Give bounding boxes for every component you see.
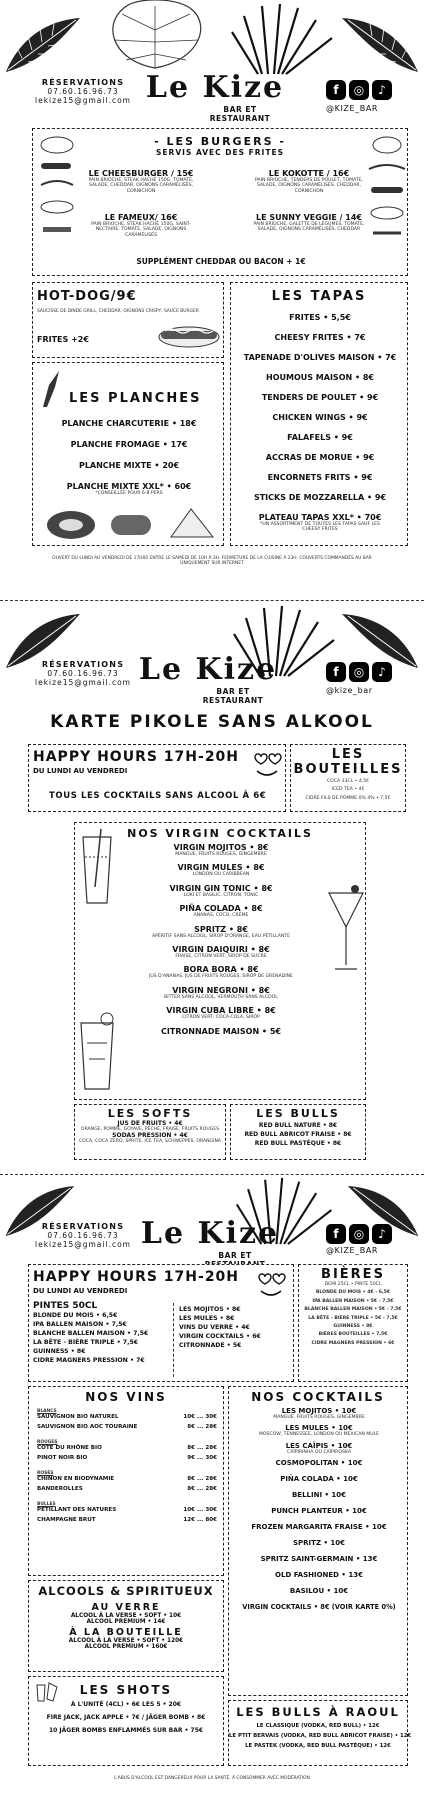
virgin-item xyxy=(115,925,327,939)
virgin-desc: CITRON VERT, COCA-COLA, SIROP xyxy=(182,1015,260,1021)
cocktail-item xyxy=(229,1507,409,1515)
happy-hours-box xyxy=(28,744,286,812)
virgin-item xyxy=(115,986,327,1000)
happy-hours-days: DU LUNDI AU VENDREDI xyxy=(33,767,128,775)
cocktail-name: PIÑA COLADA • 10€ xyxy=(280,1475,358,1484)
martini-glass-icon xyxy=(327,883,365,973)
vins-list xyxy=(37,1409,217,1523)
cocktail-item xyxy=(229,1555,409,1563)
email-address[interactable]: lekize15@gmail.com xyxy=(35,1240,131,1249)
social-icons xyxy=(326,80,406,100)
tapas-box xyxy=(230,282,408,546)
virgin-desc: MANGUE, FRUITS ROUGES, GINGEMBRE xyxy=(175,852,267,857)
virgin-cocktails-box xyxy=(74,822,366,1100)
virgin-list xyxy=(115,843,327,1036)
social-handle[interactable]: @kize_bar xyxy=(326,686,373,695)
virgin-desc: APÉRITIF SANS ALCOOL, SIROP D'ORANGE, EAU PÉTILLANTE xyxy=(151,933,291,939)
vin-price: 8€ ... 28€ xyxy=(187,1486,217,1492)
instagram-icon[interactable]: ◎ xyxy=(349,662,369,682)
tapas-item: ACCRAS DE MORUE • 9€ xyxy=(265,453,375,462)
vin-category: ROSÉS xyxy=(37,1471,54,1476)
email-address[interactable]: lekize15@gmail.com xyxy=(35,96,131,105)
social-icons xyxy=(326,662,406,682)
biere-item: GUINNESS • 8€ xyxy=(333,1324,373,1330)
pinte-item: IPA BALLEN MAISON • 7,5€ xyxy=(33,1321,127,1328)
tapas-item: ENCORNETS FRITS • 9€ xyxy=(267,473,373,482)
pikole-heading: KARTE PIKOLE SANS ALKOOL xyxy=(50,712,374,732)
bieres-box xyxy=(298,1264,408,1382)
burger-name: LE CHEESBURGER / 15€ xyxy=(88,169,194,178)
burger-item xyxy=(81,213,201,238)
burger-desc: PAIN BRIOCHE, STEAK HACHÉ 150G, TOMATE, SALADE, CHEDDAR, OIGNONS CARAMÉLISÉS, CORNICHON xyxy=(88,178,194,194)
biere-item: LA BÊTE - BIÈRE TRIPLE • 5€ - 7,5€ xyxy=(308,1315,398,1321)
tiktok-icon[interactable]: ♪ xyxy=(372,80,392,100)
bar-menu-page xyxy=(0,1180,424,1800)
bouteille-item: CIDRE FILS DE POMME 0% 4% • 7,5€ xyxy=(305,795,391,801)
happy-hours-bar-box xyxy=(28,1264,294,1382)
hh-item: VIRGIN COCKTAILS • 6€ xyxy=(179,1333,261,1340)
virgin-name: VIRGIN DAIQUIRI • 8€ xyxy=(172,945,270,955)
pinte-item: CIDRE MAGNERS PRESSION • 7€ xyxy=(33,1357,145,1364)
charcuterie-icon xyxy=(41,503,217,543)
alcohol-warning: L'ABUS D'ALCOOL EST DANGEREUX POUR LA SANTÉ, À CONSOMMER AVEC MODÉRATION xyxy=(114,1776,310,1781)
tumbler-glass-icon xyxy=(77,1003,117,1093)
pinte-item: GUINNESS • 8€ xyxy=(33,1348,86,1355)
cocktail-item xyxy=(229,1523,409,1531)
bull-item: RED BULL NATURE • 8€ xyxy=(258,1122,338,1129)
sans-alcool-page xyxy=(0,608,424,1180)
burger-name: LE SUNNY VEGGIE / 14€ xyxy=(256,213,362,222)
shots-title: LES SHOTS xyxy=(79,1683,173,1697)
vin-price: 10€ ... 30€ xyxy=(183,1414,217,1420)
opening-hours-note: OUVERT DU LUNDI AU VENDREDI DE 17H00 ENTRE LE SAMEDI DE 10H À 3H. FERMETURE DE LA CUISINE À 23H. COUVERTS COMMANDÉS AU BAR UNIQUEMENT SUR INTERNET xyxy=(52,556,372,566)
tapas-item: CHICKEN WINGS • 9€ xyxy=(272,413,368,422)
tiktok-icon[interactable]: ♪ xyxy=(372,1224,392,1244)
planche-item: PLANCHE FROMAGE • 17€ xyxy=(70,440,188,449)
biere-item: CIDRE MAGNERS PRESSION • 6€ xyxy=(311,1340,395,1346)
vin-row xyxy=(37,1486,217,1492)
burgers-subtitle: SERVIS AVEC DES FRITES xyxy=(156,148,284,157)
cocktail-name: LES MOJITOS • 10€ xyxy=(281,1407,357,1415)
bull-raoul-item: LE PTIT BERVAIS (VODKA, RED BULL ABRICOT FRAISE) • 12€ xyxy=(229,1733,412,1739)
tapas-item: TAPENADE D'OLIVES MAISON • 7€ xyxy=(243,353,397,362)
email-address[interactable]: lekize15@gmail.com xyxy=(35,678,131,687)
tapas-item: TENDERS DE POULET • 9€ xyxy=(261,393,379,402)
vin-category: ROUGES xyxy=(37,1440,58,1445)
softs-title: LES SOFTS xyxy=(107,1107,193,1120)
virgin-item xyxy=(115,965,327,979)
cocktail-name: FROZEN MARGARITA FRAISE • 10€ xyxy=(251,1523,387,1532)
bull-raoul-item: LE CLASSIQUE (VODKA, RED BULL) • 12€ xyxy=(256,1723,380,1729)
vins-box xyxy=(28,1386,224,1576)
cocktail-item xyxy=(229,1491,409,1499)
brand-logo xyxy=(140,1216,280,1269)
bouteille-item: ICED TEA • 4€ xyxy=(331,787,365,793)
brand-name: Le Kize xyxy=(145,70,285,105)
cocktails-box xyxy=(228,1386,408,1696)
vin-row xyxy=(37,1502,217,1513)
bouteilles-title: LES BOUTEILLES xyxy=(293,747,403,777)
bulls-raoul-title: LES BULLS À RAOUL xyxy=(236,1705,400,1719)
hh-item: LES MULES • 8€ xyxy=(179,1315,235,1322)
brand-logo xyxy=(145,70,285,123)
facebook-icon[interactable]: f xyxy=(326,662,346,682)
virgin-name: SPRITZ • 8€ xyxy=(194,924,248,934)
cocktails-list xyxy=(229,1407,409,1611)
planches-title: LES PLANCHES xyxy=(69,391,202,406)
burger-item xyxy=(249,213,369,233)
shots-line: FIRE JACK, JACK APPLE • 7€ / JÄGER BOMB • 8€ xyxy=(46,1714,206,1721)
social-block xyxy=(326,662,406,695)
alcool-item: ALCOOL À LA VERSE • SOFT • 10€ xyxy=(70,1613,182,1619)
knife-icon xyxy=(39,369,63,409)
cocktail-name: SPRITZ • 10€ xyxy=(293,1539,345,1548)
burger-desc: PAIN BRIOCHE, TENDERS DE POULET, TOMATE, SALADE, OIGNONS CARAMÉLISÉS, CHEDDAR, CORNICHON xyxy=(255,178,363,194)
hotdog-box xyxy=(32,282,224,358)
tapas-title: LES TAPAS xyxy=(271,289,367,304)
virgin-desc: ANANAS, COCO, CRÈME xyxy=(193,913,249,919)
brand-tagline: BAR ET RESTAURANT xyxy=(209,105,271,123)
virgin-item xyxy=(115,1027,327,1036)
virgin-name: CITRONNADE MAISON • 5€ xyxy=(161,1026,281,1036)
burger-item xyxy=(81,169,201,194)
vin-row xyxy=(37,1517,217,1523)
cocktail-item xyxy=(229,1424,409,1437)
heart-eyes-icon xyxy=(255,1271,287,1301)
frites-supplement: FRITES +2€ xyxy=(37,335,89,344)
biere-item: BLONDE DU MOIS • 4€ - 6,5€ xyxy=(315,1290,391,1296)
shots-line: À L'UNITÉ (4CL) • 6€ LES 5 • 20€ xyxy=(70,1701,182,1708)
vin-price: 8€ ... 28€ xyxy=(187,1424,217,1430)
vin-row xyxy=(37,1409,217,1420)
cocktail-name: LES CAÏPIS • 10€ xyxy=(285,1441,353,1450)
phone-number[interactable]: 07.60.16.96.73 xyxy=(47,1231,119,1240)
happy-hours-title: HAPPY HOURS 17H-20H xyxy=(33,749,240,765)
happy-divider xyxy=(173,1303,174,1377)
virgin-desc: FRAISE, CITRON VERT, SIROP DE SUCRE xyxy=(175,954,267,960)
burger-item xyxy=(249,169,369,194)
virgin-desc: JUS D'ANANAS, JUS DE FRUITS ROUGES, SIROP DE GRENADINE xyxy=(149,974,293,980)
hotdog-icon xyxy=(157,317,221,353)
vin-price: 9€ ... 30€ xyxy=(187,1455,217,1461)
cocktail-desc: MANGUE, FRUITS ROUGES, GINGEMBRE xyxy=(273,1415,365,1420)
facebook-icon[interactable]: f xyxy=(326,80,346,100)
bulls-title: LES BULLS xyxy=(256,1107,340,1120)
cocktail-name: PUNCH PLANTEUR • 10€ xyxy=(271,1507,367,1516)
virgin-desc: LOKI ET BASILIC, CITRON, TONIC xyxy=(183,892,259,898)
bieres-title: BIÈRES xyxy=(321,1267,385,1282)
pinte-item: BLANCHE BALLEN MAISON • 7,5€ xyxy=(33,1330,149,1337)
burger-name: LE KOKOTTE / 16€ xyxy=(268,169,350,178)
soft-desc: ORANGE, POMME, GOYAVE, PÊCHE, FRAISE, FRUITS ROUGES xyxy=(80,1127,220,1132)
cocktail-name: BELLINI • 10€ xyxy=(291,1491,347,1500)
virgin-desc: BITTER SANS ALCOOL, VERMOUTH SANS ALCOOL xyxy=(164,994,278,1000)
virgin-item xyxy=(115,904,327,918)
pinte-item: BLONDE DU MOIS • 6,5€ xyxy=(33,1312,118,1319)
cocktails-title: NOS COCKTAILS xyxy=(251,1390,385,1404)
virgin-desc: LONDON OU CARIBBEAN xyxy=(192,872,250,878)
cocktail-item xyxy=(229,1407,409,1420)
shot-glass-icon xyxy=(35,1681,61,1703)
virgin-name: BORA BORA • 8€ xyxy=(183,965,259,975)
virgin-item xyxy=(115,945,327,959)
burger-ingredients-icon xyxy=(367,133,407,253)
reservations-block xyxy=(28,78,138,105)
happy-hours-title: HAPPY HOURS 17H-20H xyxy=(33,1269,240,1285)
vin-row xyxy=(37,1440,217,1451)
bouteille-item: COCA 33CL • 4,5€ xyxy=(326,779,370,784)
biere-item: BLANCHE BALLEN MAISON • 5€ - 7,5€ xyxy=(304,1307,402,1313)
pintes-title: PINTES 50CL xyxy=(33,1301,98,1311)
planche-note: *CONSEILLÉE POUR 6-8 PERS xyxy=(95,491,163,496)
tapas-list xyxy=(231,313,409,533)
vin-name: PINOT NOIR BIO xyxy=(37,1455,88,1461)
vin-row xyxy=(37,1455,217,1461)
vin-price: 8€ ... 28€ xyxy=(187,1476,217,1482)
alcools-box xyxy=(28,1580,224,1672)
bulls-box xyxy=(230,1104,366,1160)
cocktail-item xyxy=(229,1475,409,1483)
shots-line: 10 JÄGER BOMBS ENFLAMMÉS SUR BAR • 75€ xyxy=(48,1727,204,1734)
vin-price: 8€ ... 28€ xyxy=(187,1445,217,1451)
biere-item: IPA BALLEN MAISON • 5€ - 7,5€ xyxy=(312,1298,394,1304)
cocktail-item xyxy=(229,1442,409,1455)
pintes-block xyxy=(33,1301,169,1365)
heart-eyes-icon xyxy=(251,751,283,781)
planche-item: PLANCHE MIXTE • 20€ xyxy=(78,461,180,470)
instagram-icon[interactable]: ◎ xyxy=(349,1224,369,1244)
hotdog-desc: SAUCISSE DE DINDE GRILL, CHEDDAR, OIGNONS CRISPY, SAUCE BURGER xyxy=(37,309,199,314)
tapas-item: CHEESY FRITES • 7€ xyxy=(274,333,366,342)
brand-tagline: BAR ET xyxy=(218,1251,252,1260)
bull-item: RED BULL ABRICOT FRAISE • 8€ xyxy=(244,1131,352,1138)
happy-hours-offer: TOUS LES COCKTAILS SANS ALCOOL À 6€ xyxy=(49,791,267,801)
social-block xyxy=(326,80,406,113)
planche-item: PLANCHE MIXTE XXL* • 60€ xyxy=(66,482,192,491)
vin-name: CHAMPAGNE BRUT xyxy=(37,1517,96,1523)
biere-item: BIÈRES BOUTEILLES • 7,5€ xyxy=(318,1332,388,1338)
cocktail-name: BASILOU • 10€ xyxy=(289,1587,349,1596)
facebook-icon[interactable]: f xyxy=(326,1224,346,1244)
palm-leaf-icon xyxy=(2,14,82,78)
phone-number[interactable]: 07.60.16.96.73 xyxy=(47,669,119,678)
cocktail-item xyxy=(229,1459,409,1467)
virgin-item xyxy=(115,843,327,857)
burgers-box xyxy=(32,128,408,276)
planche-item: PLANCHE CHARCUTERIE • 18€ xyxy=(61,419,197,428)
bulls-raoul-box xyxy=(228,1700,412,1766)
brand-name: Le Kize xyxy=(138,652,278,687)
happy-hours-days: DU LUNDI AU VENDREDI xyxy=(33,1287,128,1295)
burger-ingredients-icon xyxy=(37,133,77,253)
shots-box xyxy=(28,1676,224,1766)
burger-desc: PAIN BRIOCHE, STEAK HACHÉ 150G, SAINT-NECTAIRE, TOMATE, SALADE, OIGNONS CARAMÉLISÉS xyxy=(91,222,191,238)
virgin-item xyxy=(115,884,327,898)
tapas-note: *UN ASSORTIMENT DE TOUTES LES TAPAS SAUF LES CHEESY FRITES xyxy=(260,522,380,533)
bouteilles-box xyxy=(290,744,406,812)
tapas-item: PLATEAU TAPAS XXL* • 70€ xyxy=(258,513,382,522)
cocktail-item xyxy=(229,1539,409,1547)
cocktail-desc: CAÏPIRINHA OU CAÏPIROSKA xyxy=(287,1449,351,1455)
cocktail-item xyxy=(229,1587,409,1595)
soft-item: SODAS PRESSION • 4€ xyxy=(112,1132,188,1140)
fan-palm-icon xyxy=(228,2,338,76)
vin-name: SAUVIGNON BIO AOC TOURAINE xyxy=(37,1424,138,1430)
virgin-name: VIRGIN NEGRONI • 8€ xyxy=(172,985,270,995)
section-divider xyxy=(0,1174,424,1175)
burgers-supplement: SUPPLÉMENT CHEDDAR OU BACON + 1€ xyxy=(136,257,306,266)
hh-item: VINS DU VERRE • 4€ xyxy=(179,1324,250,1331)
tapas-item: STICKS DE MOZZARELLA • 9€ xyxy=(253,493,387,502)
virgin-item xyxy=(115,1006,327,1020)
reservations-block xyxy=(28,660,138,687)
bull-item: RED BULL PASTÈQUE • 8€ xyxy=(254,1140,342,1147)
brand-name: Le Kize xyxy=(140,1216,280,1251)
softs-box xyxy=(74,1104,226,1160)
tapas-item: FRITES • 5,5€ xyxy=(289,313,351,322)
alcool-item: ALCOOL PREMIUM • 14€ xyxy=(86,1619,166,1625)
virgin-name: VIRGIN MOJITOS • 8€ xyxy=(173,843,269,852)
virgin-title: NOS VIRGIN COCKTAILS xyxy=(127,827,313,840)
social-handle[interactable]: @KIZE_BAR xyxy=(326,104,379,113)
bull-raoul-item: LE PASTEK (VODKA, RED BULL PASTÈQUE) • 12€ xyxy=(245,1743,391,1749)
cocktail-name: LES MULES • 10€ xyxy=(285,1424,353,1433)
social-handle[interactable]: @KIZE_BAR xyxy=(326,1246,379,1255)
section-divider xyxy=(0,600,424,601)
vin-category: BULLES xyxy=(37,1502,56,1507)
vin-name: BANDEROLLES xyxy=(37,1486,83,1492)
cocktail-item xyxy=(229,1571,409,1579)
reservations-label: RÉSERVATIONS xyxy=(41,660,125,669)
vin-category: BLANCS xyxy=(37,1409,57,1414)
bieres-sub: DEMI 25CL • PINTE 50CL xyxy=(324,1282,382,1287)
cocktail-name: SPRITZ SAINT-GERMAIN • 13€ xyxy=(260,1555,378,1564)
soft-item: JUS DE FRUITS • 4€ xyxy=(117,1120,183,1127)
vin-row xyxy=(37,1471,217,1482)
monstera-leaf-icon xyxy=(100,0,210,70)
cocktail-name: COSMOPOLITAN • 10€ xyxy=(275,1459,363,1468)
burger-name: LE FAMEUX/ 16€ xyxy=(104,213,178,222)
cocktail-desc: MOSCOW, TENNESSEE, LONDON OU MEXICAN MULE xyxy=(258,1432,380,1438)
virgin-name: VIRGIN MULES • 8€ xyxy=(177,863,265,873)
cocktail-glass-icon xyxy=(77,827,117,907)
tiktok-icon[interactable]: ♪ xyxy=(372,662,392,682)
brand-tagline: BAR ET RESTAURANT xyxy=(202,687,264,705)
vin-price: 12€ ... 80€ xyxy=(183,1517,217,1523)
vin-name: CÔTE DU RHÔNE BIO xyxy=(37,1445,102,1451)
virgin-name: PIÑA COLADA • 8€ xyxy=(179,904,263,914)
alcool-item: ALCOOL À LA VERSE • SOFT • 120€ xyxy=(68,1638,184,1644)
food-menu-page xyxy=(0,0,424,608)
vin-row xyxy=(37,1424,217,1430)
vin-name: SAUVIGNON BIO NATUREL xyxy=(37,1414,119,1420)
tapas-item: FALAFELS • 9€ xyxy=(287,433,353,442)
vin-name: CHINON EN BIODYNAMIE xyxy=(37,1476,115,1482)
reservations-label: RÉSERVATIONS xyxy=(41,78,125,87)
virgin-cocktails-line: VIRGIN COCKTAILS • 8€ (VOIR KARTE 0%) xyxy=(242,1603,396,1612)
alcool-item: ALCOOL PREMIUM • 160€ xyxy=(84,1644,168,1650)
bouteille-title: À LA BOUTEILLE xyxy=(69,1627,183,1638)
social-icons xyxy=(326,1224,406,1244)
social-block xyxy=(326,1224,406,1255)
virgin-name: VIRGIN GIN TONIC • 8€ xyxy=(169,883,273,893)
au-verre-title: AU VERRE xyxy=(91,1602,161,1613)
virgin-item xyxy=(115,863,327,877)
brand-logo xyxy=(138,652,278,705)
vin-name: PÉTILLANT DES NATURES xyxy=(37,1507,117,1513)
cocktail-name: OLD FASHIONED • 13€ xyxy=(275,1571,363,1580)
hh-item: LES MOJITOS • 8€ xyxy=(179,1306,241,1313)
hh-item: CITRONNADE • 5€ xyxy=(179,1342,242,1349)
palm-leaf-icon xyxy=(340,14,422,78)
alcools-title: ALCOOLS & SPIRITUEUX xyxy=(38,1584,214,1598)
hotdog-title: HOT-DOG/9€ xyxy=(37,289,137,304)
vin-price: 10€ ... 30€ xyxy=(183,1507,217,1513)
planches-box xyxy=(32,362,224,546)
planches-list xyxy=(33,419,225,496)
tapas-item: HOUMOUS MAISON • 8€ xyxy=(266,373,374,382)
reservations-label: RÉSERVATIONS xyxy=(41,1222,125,1231)
soft-desc: COCA, COCA ZÉRO, SPRITE, ICE TEA, SCHWEPPES, ORANGINA xyxy=(78,1139,222,1145)
hh-items xyxy=(179,1305,291,1350)
vins-title: NOS VINS xyxy=(85,1390,167,1404)
burger-desc: PAIN BRIOCHE, GALETTE DE LÉGUMES, TOMATE, SALADE, OIGNONS CARAMÉLISÉS, CHEDDAR xyxy=(253,222,365,233)
reservations-block xyxy=(28,1222,138,1249)
phone-number[interactable]: 07.60.16.96.73 xyxy=(47,87,119,96)
virgin-name: VIRGIN CUBA LIBRE • 8€ xyxy=(166,1006,276,1016)
burgers-title: - LES BURGERS - xyxy=(154,135,286,148)
pinte-item: LA BÊTE - BIÈRE TRIPLE • 7,5€ xyxy=(33,1339,139,1346)
instagram-icon[interactable]: ◎ xyxy=(349,80,369,100)
